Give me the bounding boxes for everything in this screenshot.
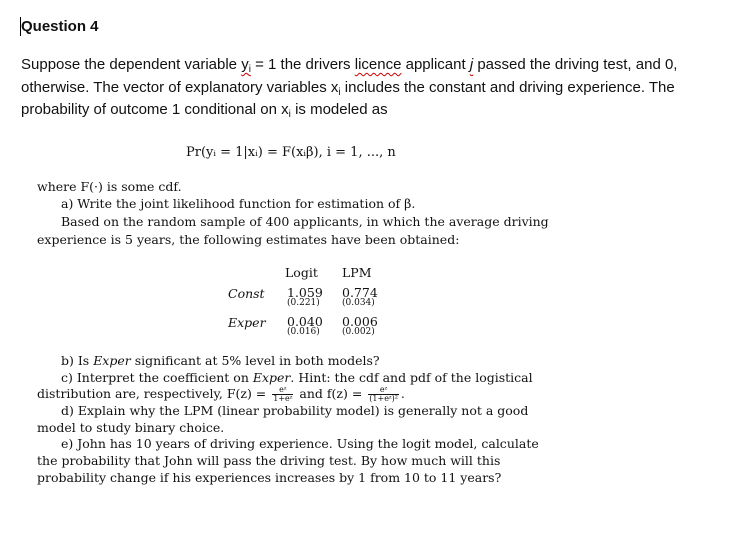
exper-logit-se: (0.016) [287,327,320,337]
question-intro [21,54,726,122]
part-d-line-1: d) Explain why the LPM (linear probability model) is generally not a good [61,403,529,419]
header-lpm: LPM [342,265,372,280]
logistic-cdf-fraction: $\frac{\text{eᶻ}}{\text{1+eᶻ}}$ [273,385,293,404]
part-d-line-2: model to study binary choice. [37,419,225,435]
sample-line-1: Based on the random sample of 400 applicants, in which the average driving [61,214,549,229]
estimates-table [228,265,398,345]
part-c-line-1: c) Interpret the coefficient on Exper. Hint: the cdf and pdf of the logistical [61,369,533,385]
const-lpm-value: 0.774 [342,285,378,300]
intro-text-5: includes the constant and driving experience. The probability of outcome 1 conditional on x [21,78,675,118]
question-title: Question 4 [21,18,99,35]
sample-line-2: experience is 5 years, the following estimates have been obtained: [37,232,460,247]
const-lpm-se: (0.034) [342,298,375,308]
part-e-line-2: the probability that John will pass the driving test. By how much will this [37,452,501,468]
row-label-const: Const [228,286,265,301]
part-b: b) Is Exper significant at 5% level in both models? [61,353,380,368]
row-label-exper: Exper [228,315,266,330]
logistic-pdf-fraction: $\frac{\text{eᶻ}}{\text{(1+eᶻ)²}}$ [369,385,398,404]
part-a: a) Write the joint likelihood function for estimation of β. [61,196,416,211]
question-parts [37,353,577,486]
exper-lpm-se: (0.002) [342,327,375,337]
exper-lpm-value: 0.006 [342,314,378,329]
part-e-line-3: probability change if his experiences increases by 1 from 10 to 11 years? [37,469,502,485]
where-line: where F(·) is some cdf. [37,179,182,194]
intro-text-4: passed the driving test, and 0, otherwise. The vector of explanatory variables x [21,56,678,96]
probability-formula: Pr(yᵢ = 1|xᵢ) = F(xᵢβ), i = 1, ..., n [186,145,396,160]
part-c-line-2: distribution are, respectively, F(z) = $\frac{\text{eᶻ}}{\text{1+eᶻ}}$ and f(z) = $\frac{\text{eᶻ}}{\text{(1+eᶻ)²}}$ . [37,385,405,404]
spellcheck-word-licence: licence [354,56,402,73]
const-logit-se: (0.221) [287,298,320,308]
intro-text-1: Suppose the dependent variable [21,56,242,73]
header-logit: Logit [285,265,318,280]
intro-text-2: = 1 the drivers [250,56,355,73]
x-subscript-1: i [338,86,341,98]
applicant-index-j: j [469,56,474,73]
const-logit-value: 1.059 [287,285,323,300]
y-variable: $y_i$ [241,56,251,75]
x-subscript-2: i [288,109,291,120]
intro-text-3: applicant [401,56,470,73]
part-e-line-1: e) John has 10 years of driving experience. Using the logit model, calculate [61,436,539,452]
exper-logit-value: 0.040 [287,314,323,329]
intro-text-6: is modeled as [290,101,388,118]
